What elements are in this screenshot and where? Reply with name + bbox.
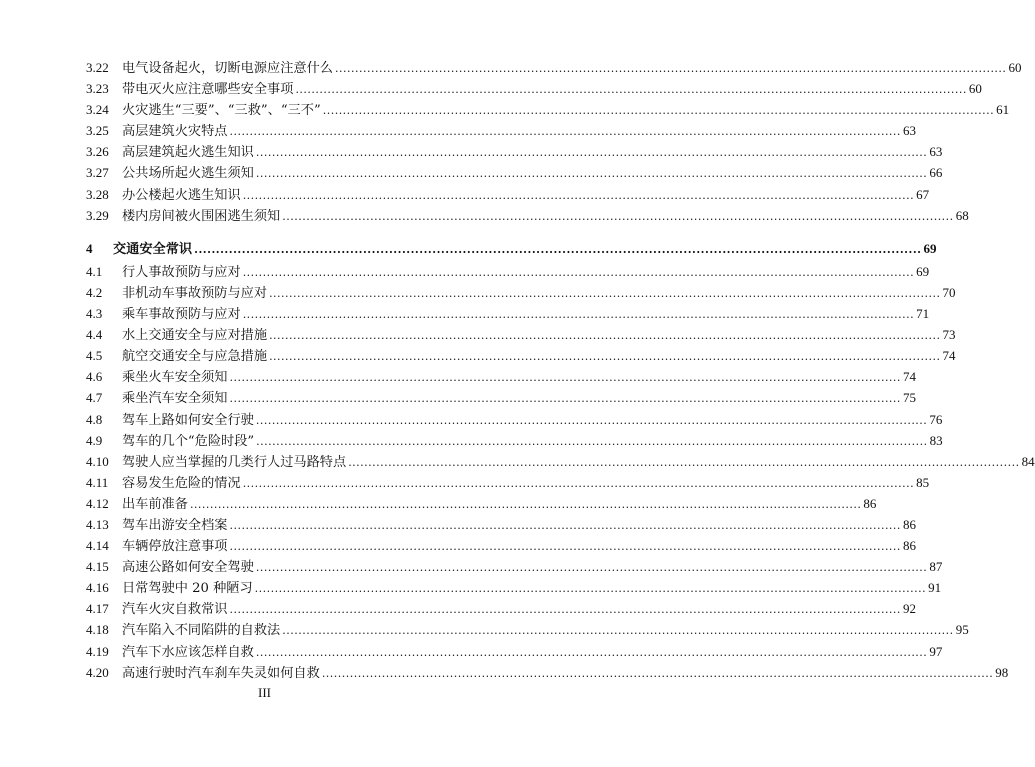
toc-entry-number: 4.17	[86, 601, 109, 617]
dot-leader	[282, 620, 953, 641]
table-of-contents	[86, 57, 1035, 683]
dot-leader	[230, 515, 901, 536]
toc-entry[interactable]	[86, 662, 1009, 683]
toc-entry-title: 高速行驶时汽车刹车失灵如何自救	[122, 665, 320, 681]
toc-entry-title: 高层建筑起火逃生知识	[122, 145, 254, 161]
toc-entry-number: 4	[86, 240, 93, 256]
toc-entry-page: 63	[902, 123, 916, 139]
toc-entry-number: 3.29	[86, 207, 109, 223]
dot-leader	[256, 163, 927, 184]
toc-entry-page: 61	[996, 102, 1010, 118]
toc-entry-page: 86	[902, 516, 916, 532]
dot-leader	[230, 121, 901, 142]
toc-entry-page: 60	[1008, 60, 1022, 75]
toc-entry[interactable]	[86, 261, 930, 282]
toc-entry[interactable]	[86, 205, 969, 226]
dot-leader	[230, 599, 901, 620]
toc-entry-title: 航空交通安全与应急措施	[122, 349, 268, 365]
toc-entry-page: 70	[942, 284, 956, 300]
dot-leader	[230, 536, 901, 557]
dot-leader	[243, 185, 914, 206]
toc-entry-title: 汽车下水应该怎样自救	[122, 644, 254, 660]
dot-leader	[243, 262, 914, 283]
dot-leader	[190, 494, 861, 515]
toc-entry-title: 容易发生危险的情况	[122, 475, 241, 491]
toc-entry-title: 汽车陷入不同陷阱的自救法	[122, 623, 281, 639]
toc-entry[interactable]	[86, 451, 1035, 472]
toc-entry[interactable]	[86, 282, 956, 303]
toc-entry-number: 4.12	[86, 495, 109, 511]
toc-entry-title: 交通安全常识	[113, 241, 193, 257]
dot-leader	[322, 663, 993, 684]
toc-entry[interactable]	[86, 535, 916, 556]
toc-entry[interactable]	[86, 619, 969, 640]
toc-entry-number: 4.5	[86, 348, 103, 364]
toc-entry-number: 4.11	[86, 474, 109, 490]
toc-entry-number: 4.14	[86, 538, 109, 554]
toc-entry-title: 乘车事故预防与应对	[122, 307, 241, 323]
toc-entry-page: 95	[955, 622, 969, 638]
toc-entry-page: 63	[929, 144, 943, 160]
toc-entry-page: 98	[995, 664, 1009, 680]
toc-entry-title: 高速公路如何安全驾驶	[122, 560, 254, 576]
toc-entry-page: 76	[929, 411, 943, 427]
dot-leader	[256, 410, 927, 431]
toc-entry[interactable]	[86, 78, 982, 99]
toc-entry[interactable]	[86, 120, 916, 141]
toc-entry[interactable]	[86, 409, 943, 430]
toc-entry-page: 83	[929, 432, 943, 448]
dot-leader	[230, 388, 901, 409]
toc-entry[interactable]	[86, 641, 943, 662]
toc-entry-title: 驾驶人应当掌握的几类行人过马路特点	[122, 454, 347, 470]
dot-leader	[256, 431, 927, 452]
toc-entry-title: 乘坐火车安全须知	[122, 370, 228, 386]
dot-leader	[348, 452, 1019, 473]
toc-entry[interactable]	[86, 57, 1022, 78]
toc-entry[interactable]	[86, 472, 930, 493]
toc-entry-number: 3.22	[86, 60, 109, 75]
toc-entry-number: 4.19	[86, 643, 109, 659]
toc-entry-number: 3.25	[86, 123, 109, 139]
dot-leader	[269, 283, 940, 304]
dot-leader	[256, 557, 927, 578]
toc-entry-page: 84	[1021, 453, 1035, 469]
toc-entry[interactable]	[86, 324, 956, 345]
toc-entry-number: 4.2	[86, 284, 103, 300]
toc-entry-title: 带电灭火应注意哪些安全事项	[122, 82, 294, 98]
toc-entry[interactable]	[86, 514, 916, 535]
toc-entry-page: 86	[863, 495, 877, 511]
toc-entry-number: 4.1	[86, 263, 103, 279]
toc-entry-title: 火灾逃生“三要”、“三救”、“三不”	[122, 103, 321, 119]
toc-entry-page: 86	[902, 538, 916, 554]
dot-leader	[256, 642, 927, 663]
toc-entry-title: 电气设备起火，切断电源应注意什么	[122, 61, 333, 76]
toc-entry-page: 66	[929, 165, 943, 181]
toc-entry-number: 4.4	[86, 327, 103, 343]
toc-entry-title: 办公楼起火逃生知识	[122, 187, 241, 203]
toc-entry-title: 楼内房间被火围困逃生须知	[122, 208, 281, 224]
dot-leader	[230, 367, 901, 388]
dot-leader	[194, 239, 921, 260]
toc-entry-page: 67	[916, 186, 930, 202]
toc-entry-title: 日常驾驶中 20 种陋习	[122, 581, 253, 597]
toc-entry-title: 高层建筑火灾特点	[122, 124, 228, 140]
toc-chapter-entry[interactable]	[86, 238, 937, 259]
dot-leader	[282, 206, 953, 227]
toc-entry-number: 4.13	[86, 516, 109, 532]
toc-entry-number: 3.24	[86, 102, 109, 118]
toc-entry-page: 74	[942, 348, 956, 364]
toc-entry-number: 4.7	[86, 390, 103, 406]
dot-leader	[335, 58, 1006, 79]
dot-leader	[243, 304, 914, 325]
toc-entry-title: 乘坐汽车安全须知	[122, 391, 228, 407]
toc-entry-number: 3.26	[86, 144, 109, 160]
toc-entry-title: 出车前准备	[122, 496, 188, 512]
toc-entry-page: 60	[968, 81, 982, 97]
toc-entry-page: 69	[916, 263, 930, 279]
toc-entry-title: 驾车出游安全档案	[122, 517, 228, 533]
toc-entry[interactable]	[86, 141, 943, 162]
toc-entry-title: 水上交通安全与应对措施	[122, 328, 268, 344]
page-number: III	[258, 685, 271, 700]
toc-entry-title: 驾车的几个“危险时段”	[122, 433, 255, 449]
toc-entry-page: 75	[902, 390, 916, 406]
toc-entry-page: 85	[916, 474, 930, 490]
toc-entry-title: 汽车火灾自救常识	[122, 602, 228, 618]
toc-entry[interactable]	[86, 184, 930, 205]
dot-leader	[243, 473, 914, 494]
toc-entry[interactable]	[86, 387, 916, 408]
toc-entry[interactable]	[86, 345, 956, 366]
toc-entry[interactable]	[86, 430, 943, 451]
dot-leader	[255, 578, 926, 599]
toc-entry-number: 4.15	[86, 559, 109, 575]
toc-entry-page: 68	[955, 207, 969, 223]
toc-entry[interactable]	[86, 366, 916, 387]
toc-entry[interactable]	[86, 493, 877, 514]
toc-entry-number: 3.23	[86, 81, 109, 97]
toc-entry-number: 4.6	[86, 369, 103, 385]
toc-entry-number: 4.10	[86, 453, 109, 469]
toc-entry-number: 4.18	[86, 622, 109, 638]
toc-entry[interactable]	[86, 556, 943, 577]
toc-entry-page: 71	[916, 306, 930, 322]
toc-entry-page: 92	[902, 601, 916, 617]
toc-entry-title: 行人事故预防与应对	[122, 264, 241, 280]
toc-entry-page: 74	[902, 369, 916, 385]
toc-entry-page: 91	[928, 580, 942, 596]
dot-leader	[256, 142, 927, 163]
toc-entry-title: 公共场所起火逃生须知	[122, 166, 254, 182]
toc-entry-page: 97	[929, 643, 943, 659]
dot-leader	[323, 100, 994, 121]
toc-entry[interactable]	[86, 598, 916, 619]
toc-entry-number: 4.9	[86, 432, 103, 448]
toc-entry[interactable]	[86, 303, 930, 324]
toc-entry-title: 驾车上路如何安全行驶	[122, 412, 254, 428]
toc-entry-page: 69	[923, 240, 937, 256]
toc-entry-title: 非机动车事故预防与应对	[122, 285, 268, 301]
toc-entry-page: 73	[942, 327, 956, 343]
toc-entry[interactable]	[86, 577, 942, 598]
toc-entry-number: 4.20	[86, 664, 109, 680]
dot-leader	[269, 325, 940, 346]
toc-entry-title: 车辆停放注意事项	[122, 539, 228, 555]
toc-entry-number: 4.3	[86, 306, 103, 322]
toc-entry-page: 87	[929, 559, 943, 575]
dot-leader	[269, 346, 940, 367]
toc-entry-number: 3.27	[86, 165, 109, 181]
toc-entry[interactable]	[86, 99, 1010, 120]
toc-entry-number: 4.8	[86, 411, 103, 427]
toc-entry-number: 3.28	[86, 186, 109, 202]
dot-leader	[295, 79, 966, 100]
toc-entry-number: 4.16	[86, 580, 109, 596]
toc-entry[interactable]	[86, 162, 943, 183]
